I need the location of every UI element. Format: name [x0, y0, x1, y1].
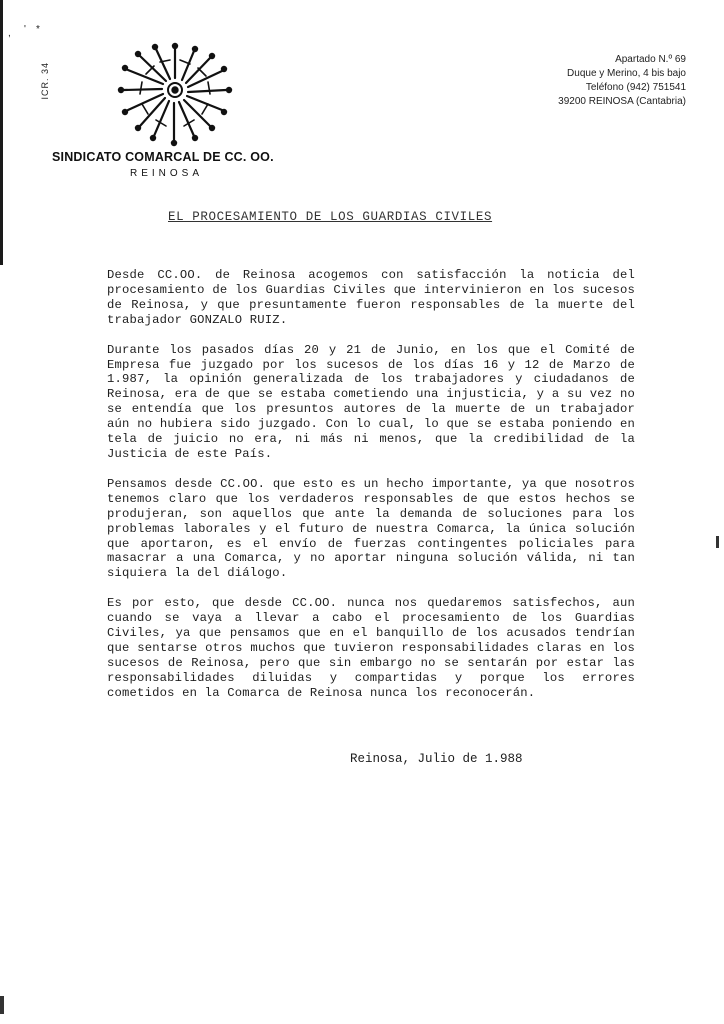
union-logo: [110, 38, 240, 148]
address-block: [558, 53, 686, 109]
scan-mark-bottom: [0, 996, 4, 1014]
address-line: Teléfono (942) 751541: [585, 82, 686, 93]
organization-name: SINDICATO COMARCAL DE CC. OO.: [52, 150, 274, 164]
organization-city: REINOSA: [130, 168, 204, 179]
document-body: [107, 268, 635, 716]
scan-speck: ,: [8, 28, 11, 39]
signoff-date: Reinosa, Julio de 1.988: [350, 752, 523, 766]
scan-edge-left: [0, 0, 3, 265]
body-paragraph: Durante los pasados días 20 y 21 de Junio, en los que el Comité de Empresa fue juzgado por los sucesos de los días 16 y 12 de Marzo de 1.987, la opinión generalizada de los trabajadores y ciudadanos de Reinosa, era de que se estaba cometiendo una injusticia, y a su vez no se entendía que los presuntos autores de la muerte de un trabajador aún no hubiera sido juzgado. Con lo cual, lo que se estaba poniendo en tela de juicio no era, ni más ni menos, que la credibilidad de la Justicia de este País.: [107, 342, 635, 461]
address-line: Apartado N.º 69: [615, 54, 686, 65]
document-title: EL PROCESAMIENTO DE LOS GUARDIAS CIVILES: [168, 210, 493, 224]
body-paragraph: Desde CC.OO. de Reinosa acogemos con satisfacción la noticia del procesamiento de los Guardias Civiles que intervinieron en los sucesos de Reinosa, y que presuntamente fueron responsables de la muerte del trabajador GONZALO RUIZ.: [107, 268, 635, 327]
body-paragraph: Es por esto, que desde CC.OO. nunca nos quedaremos satisfechos, aun cuando se vaya a llevar a cabo el procesamiento de los Guardias Civiles, ya que pensamos que en el banquillo de los acusados tendrían que sentarse otros muchos que tuvieron responsabilidades claras en los sucesos de Reinosa, pero que sin embargo no se sentarán por estar las responsabilidades diluidas y compartidas y porque los errores cometidos en la Comarca de Reinosa nunca los reconocerán.: [107, 596, 635, 700]
scan-speck: *: [36, 24, 40, 35]
address-line: Duque y Merino, 4 bis bajo: [567, 68, 686, 79]
scan-speck: ': [24, 24, 26, 35]
address-line: 39200 REINOSA (Cantabria): [558, 96, 686, 107]
side-code: ICR. 34: [40, 62, 50, 100]
scan-mark-right: [716, 536, 719, 548]
body-paragraph: Pensamos desde CC.OO. que esto es un hecho importante, ya que nosotros tenemos claro que los verdaderos responsables de que estos hechos se produjeran, son aquellos que ante la demanda de soluciones para los problemas laborales y el futuro de nuestra Comarca, la única solución que aportaron, es el envío de fuerzas contingentes policiales para masacrar a una Comarca, y no aportar ninguna solución válida, ni tan siquiera la del diálogo.: [107, 476, 635, 581]
